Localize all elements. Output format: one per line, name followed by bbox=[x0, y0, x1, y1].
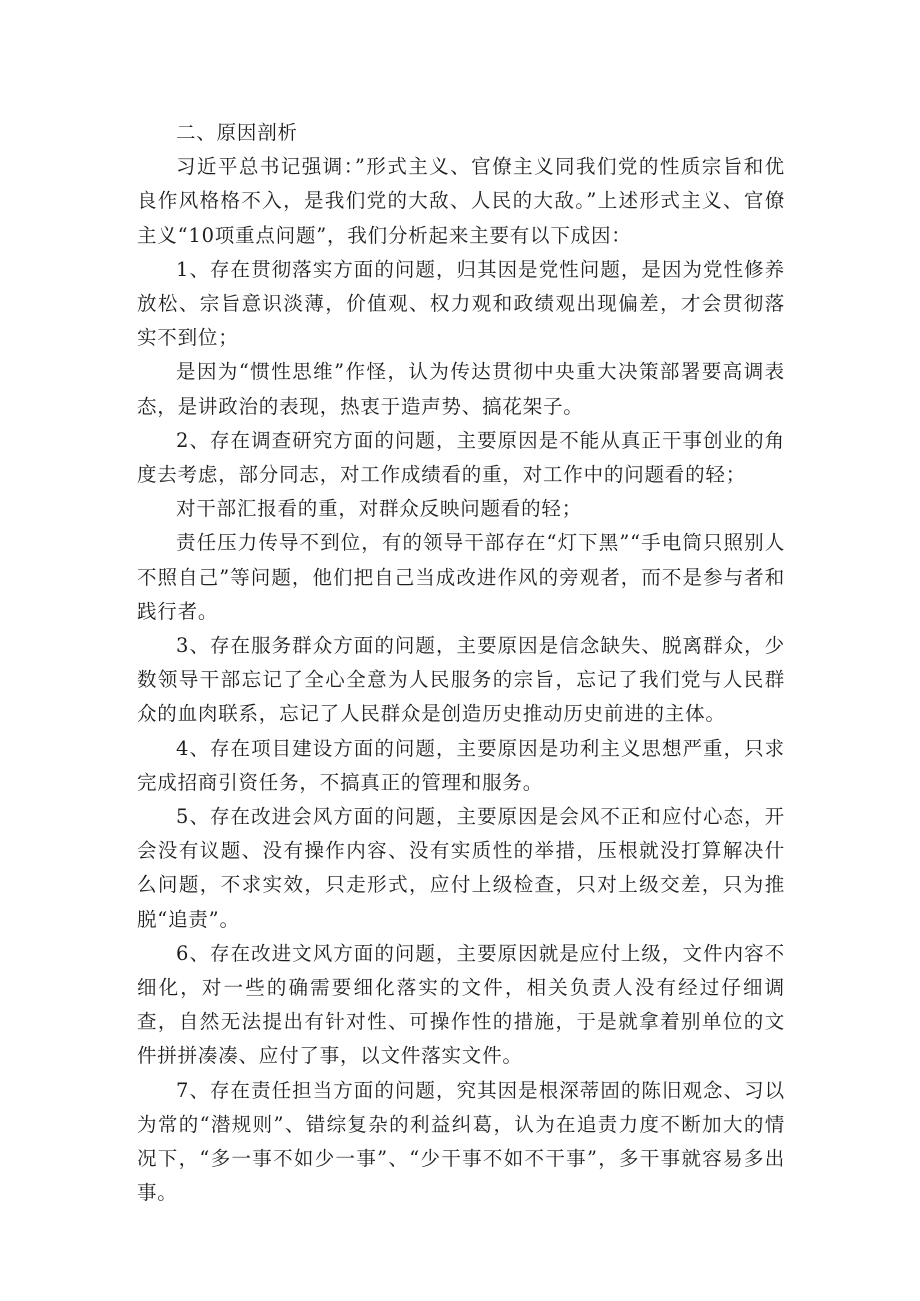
paragraph-item-3: 3、存在服务群众方面的问题，主要原因是信念缺失、脱离群众，少数领导干部忘记了全心全意为人民服务的宗旨，忘记了我们党与人民群众的血肉联系，忘记了人民群众是创造历史推动历史前进的主体。 bbox=[137, 634, 785, 726]
document-body bbox=[137, 116, 785, 1211]
paragraph-item-1: 1、存在贯彻落实方面的问题，归其因是党性问题，是因为党性修养放松、宗旨意识淡薄，价值观、权力观和政绩观出现偏差，才会贯彻落实不到位； bbox=[137, 257, 785, 350]
paragraph-item-2: 2、存在调查研究方面的问题，主要原因是不能从真正干事创业的角度去考虑，部分同志，对工作成绩看的重，对工作中的问题看的轻； bbox=[137, 428, 785, 487]
paragraph-item-2-cont-b: 责任压力传导不到位，有的领导干部存在“灯下黑”“手电筒只照别人不照自己”等问题，他们把自己当成改进作风的旁观者，而不是参与者和践行者。 bbox=[137, 531, 785, 623]
paragraph-item-5: 5、存在改进会风方面的问题，主要原因是会风不正和应付心态，开会没有议题、没有操作内容、没有实质性的举措，压根就没打算解决什么问题，不求实效，只走形式，应付上级检查，只对上级交差，只为推脱“追责”。 bbox=[137, 805, 785, 931]
paragraph-item-7: 7、存在责任担当方面的问题，究其因是根深蒂固的陈旧观念、习以为常的“潜规则”、错综复杂的利益纠葛，认为在追责力度不断加大的情况下，“多一事不如少一事”、“少干事不如不干事”，多干事就容易多出事。 bbox=[137, 1078, 785, 1205]
paragraph-intro: 习近平总书记强调：”形式主义、官僚主义同我们党的性质宗旨和优良作风格格不入，是我们党的大敌、人民的大敌。”上述形式主义、官僚主义“10项重点问题”，我们分析起来主要有以下成因： bbox=[137, 155, 785, 247]
paragraph-item-4: 4、存在项目建设方面的问题，主要原因是功利主义思想严重，只求完成招商引资任务，不搞真正的管理和服务。 bbox=[137, 736, 785, 794]
paragraph-item-1-cont: 是因为“惯性思维”作怪，认为传达贯彻中央重大决策部署要高调表态，是讲政治的表现，热衷于造声势、搞花架子。 bbox=[137, 360, 785, 418]
paragraph-item-2-cont-a: 对干部汇报看的重，对群众反映问题看的轻； bbox=[176, 497, 583, 521]
section-heading: 二、原因剖析 bbox=[176, 121, 298, 144]
paragraph-item-6: 6、存在改进文风方面的问题，主要原因就是应付上级，文件内容不细化，对一些的确需要细化落实的文件，相关负责人没有经过仔细调查，自然无法提出有针对性、可操作性的措施，于是就拿着别单位的文件拼拼凑凑、应付了事，以文件落实文件。 bbox=[137, 941, 785, 1068]
